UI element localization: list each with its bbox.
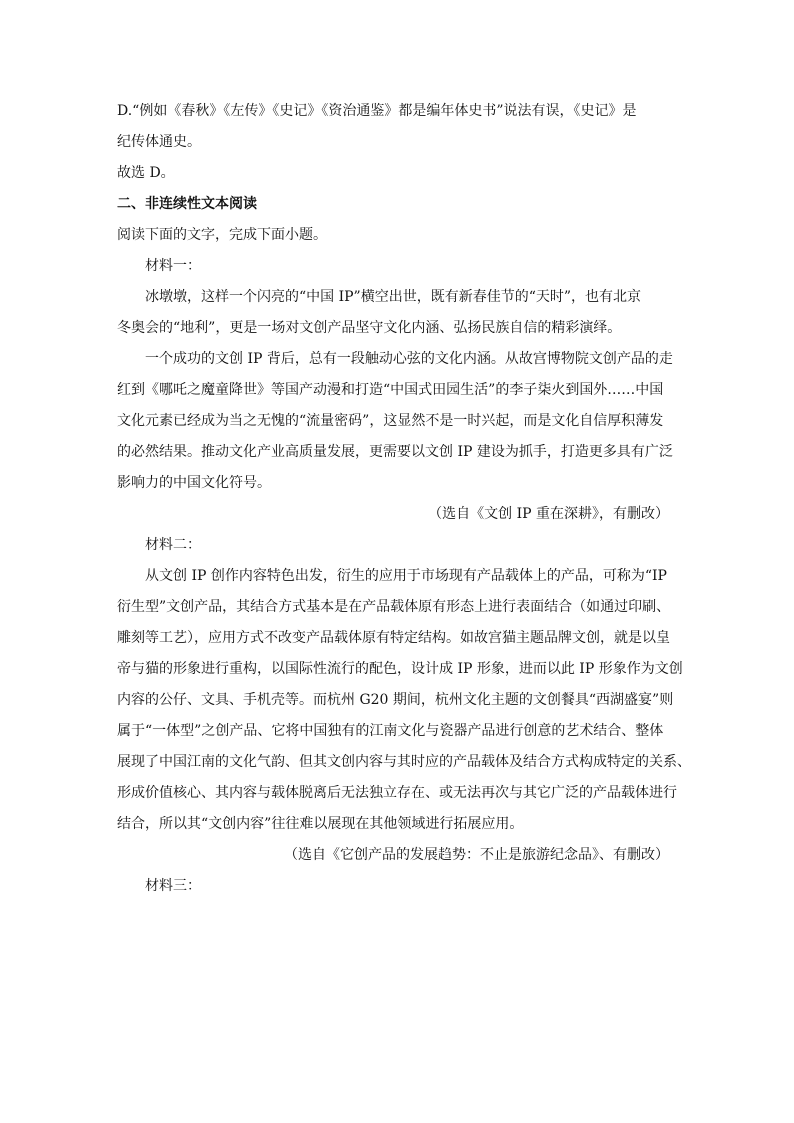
document-page	[117, 96, 691, 902]
section-instruction: 阅读下面的文字，完成下面小题。	[117, 227, 327, 243]
material-3-label: 材料三：	[145, 878, 201, 894]
material-1-source: （选自《文创 IP 重在深耕》，有删改）	[428, 506, 669, 522]
material-1-line: 一个成功的文创 IP 背后，总有一段触动心弦的文化内涵。从故宫博物院文创产品的走	[145, 351, 673, 367]
material-1-line: 冬奥会的“地利”，更是一场对文创产品坚守文化内涵、弘扬民族自信的精彩演绎。	[117, 320, 622, 336]
answer-conclusion: 故选 D。	[117, 165, 175, 181]
material-1-line: 的必然结果。推动文化产业高质量发展，更需要以文创 IP 建设为抓手，打造更多具有广泛	[117, 444, 673, 460]
material-2-line: 雕刻等工艺），应用方式不改变产品载体原有特定结构。如故宫猫主题品牌文创，就是以皇	[117, 630, 670, 646]
material-2-label: 材料二：	[145, 537, 201, 553]
material-2-line: 从文创 IP 创作内容特色出发，衍生的应用于市场现有产品载体上的产品，可称为“IP	[145, 568, 667, 584]
material-1-label: 材料一：	[145, 258, 201, 274]
material-2-line: 形成价值核心、其内容与载体脱离后无法独立存在、或无法再次与其它广泛的产品载体进行	[117, 785, 677, 801]
section-heading: 二、非连续性文本阅读	[117, 196, 257, 212]
material-2-line: 内容的公仔、文具、手机壳等。而杭州 G20 期间，杭州文化主题的文创餐具“西湖盛宴”则	[117, 692, 674, 708]
material-2-line: 帝与猫的形象进行重构，以国际性流行的配色，设计成 IP 形象，进而以此 IP 形象作为文创	[117, 661, 683, 677]
material-1-line: 文化元素已经成为当之无愧的“流量密码”，这显然不是一时兴起，而是文化自信厚积薄发	[117, 413, 664, 429]
material-2-source: （选自《它创产品的发展趋势：不止是旅游纪念品》、有删改）	[284, 847, 669, 863]
answer-explanation-line: D.“例如《春秋》《左传》《史记》《资治通鉴》都是编年体史书”说法有误，《史记》是	[117, 103, 637, 119]
material-1-line: 红到《哪吒之魔童降世》等国产动漫和打造“中国式田园生活”的李子柒火到国外……中国	[117, 382, 664, 398]
material-1-line: 影响力的中国文化符号。	[117, 475, 271, 491]
material-2-line: 展现了中国江南的文化气韵、但其文创内容与其时应的产品载体及结合方式构成特定的关系、	[117, 754, 691, 770]
material-2-line: 衍生型”文创产品，其结合方式基本是在产品载体原有形态上进行表面结合（如通过印刷、	[117, 599, 671, 615]
answer-explanation-line: 纪传体通史。	[117, 134, 201, 150]
material-1-line: 冰墩墩，这样一个闪亮的“中国 IP”横空出世，既有新春佳节的“天时”，也有北京	[145, 289, 642, 305]
material-2-line: 属于“一体型”之创产品、它将中国独有的江南文化与瓷器产品进行创意的艺术结合、整体	[117, 723, 664, 739]
material-2-line: 结合，所以其“文创内容”往往难以展现在其他领域进行拓展应用。	[117, 816, 524, 832]
